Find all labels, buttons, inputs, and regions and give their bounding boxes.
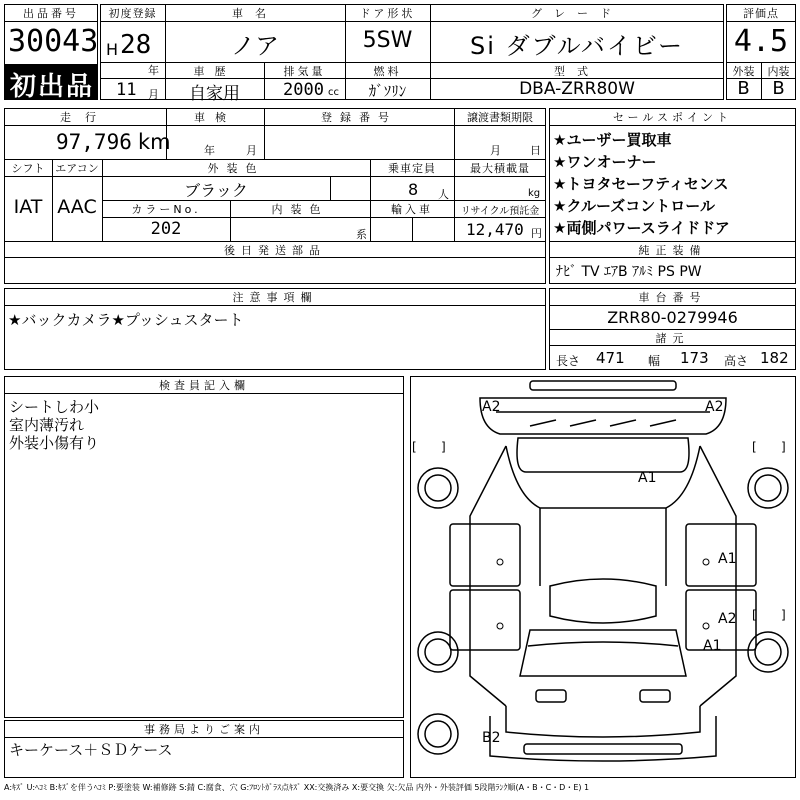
sales-item: ★トヨタセーフティセンス [553, 175, 729, 193]
ext-rating: B [737, 78, 750, 99]
sales-label: セールスポイント [612, 111, 732, 124]
inspection-month-unit: 月 [246, 144, 257, 157]
diagram-bracket: [ [752, 608, 757, 622]
first-listing-badge-text: 初出品 [10, 72, 95, 102]
transfer-month-unit: 月 [490, 144, 501, 157]
notes-label: 注意事項欄 [232, 291, 318, 304]
mileage-label: 走行 [60, 111, 110, 124]
int-color-label: 内装色 [271, 203, 329, 216]
mileage-value: 97,796 [56, 130, 132, 154]
equipment-value: ﾅﾋﾞ TV ｴｱB ｱﾙﾐ PS PW [556, 264, 702, 280]
aircon-value: AAC [57, 196, 97, 218]
door-type: 5SW [362, 28, 413, 53]
damage-mark: A1 [703, 638, 722, 654]
sales-item: ★両側パワースライドドア [553, 219, 730, 237]
max-load-unit: kg [528, 188, 541, 199]
mileage-unit: km [138, 130, 171, 154]
fuel-value: ｶﾞｿﾘﾝ [368, 82, 407, 100]
notes-value: ★バックカメラ★プッシュスタート [8, 311, 244, 329]
damage-mark: A1 [638, 470, 657, 486]
import-label: 輸入車 [391, 203, 433, 216]
grade: Si ダブルバイビー [470, 32, 684, 60]
int-color-unit: 系 [356, 228, 367, 241]
diagram-bracket: ] [781, 608, 786, 622]
car-name: ノア [231, 32, 279, 60]
diagram-bracket: [ [412, 440, 417, 454]
first-reg-label: 初度登録 [108, 7, 157, 20]
car-diagram [410, 376, 796, 778]
ext-rating-label: 外装 [732, 65, 755, 78]
shift-value: IAT [13, 196, 43, 218]
inspector-line: シートしわ小 [9, 398, 100, 416]
first-reg-month-unit: 月 [148, 88, 159, 101]
car-name-label: 車名 [232, 7, 278, 20]
inspection-year-unit: 年 [204, 144, 215, 157]
transfer-doc-label: 譲渡書類期限 [467, 111, 533, 124]
later-parts-label: 後日発送部品 [224, 244, 326, 257]
color-no-label: カラーNo. [131, 203, 201, 216]
aircon-label: エアコン [55, 162, 99, 175]
damage-mark: A2 [482, 399, 501, 415]
chassis-value: ZRR80-0279946 [607, 308, 738, 327]
sales-item: ★クルーズコントロール [553, 197, 715, 215]
chassis-label: 車台番号 [638, 291, 707, 304]
shift-label: シフト [11, 162, 45, 175]
fuel-label: 燃料 [373, 65, 402, 78]
equipment-label: 純正装備 [638, 244, 707, 257]
max-load-label: 最大積載量 [470, 162, 530, 175]
int-rating-label: 内装 [767, 65, 790, 78]
first-reg-year: 28 [120, 30, 152, 60]
capacity-value: 8 [408, 180, 419, 199]
first-reg-era: H [106, 40, 119, 59]
displacement-unit: cc [328, 87, 339, 98]
inspector-label: 検査員記入欄 [159, 379, 249, 392]
lot-number: 30043 [8, 24, 99, 59]
rating-label: 評価点 [743, 7, 779, 20]
lot-label: 出品番号 [23, 7, 79, 20]
recycle-unit: 円 [531, 227, 542, 240]
sales-item: ★ユーザー買取車 [553, 131, 672, 149]
length-label: 長さ [556, 354, 581, 368]
damage-mark: A1 [718, 551, 737, 567]
ext-color-label: 外装色 [207, 162, 265, 175]
damage-mark: A2 [718, 611, 737, 627]
capacity-label: 乗車定員 [388, 162, 436, 175]
office-value: キーケース＋ＳＤケース [9, 741, 173, 759]
first-reg-year-unit: 年 [148, 64, 159, 77]
transfer-day-unit: 日 [530, 144, 541, 157]
rating-score: 4.5 [733, 24, 789, 59]
int-rating: B [772, 78, 785, 99]
door-label: ドア形状 [359, 7, 416, 20]
capacity-unit: 人 [438, 188, 449, 201]
model-label: 型式 [554, 65, 600, 78]
inspection-label: 車検 [194, 111, 236, 124]
recycle-label: リサイクル預託金 [460, 206, 540, 217]
office-label: 事務局よりご案内 [144, 723, 264, 736]
first-reg-month: 11 [116, 80, 137, 100]
width-value: 173 [680, 349, 709, 367]
damage-mark: B2 [482, 730, 501, 746]
height-label: 高さ [724, 354, 749, 368]
diagram-bracket: ] [781, 440, 786, 454]
history-value: 自家用 [189, 84, 240, 104]
damage-mark: A2 [705, 399, 724, 415]
displacement-value: 2000 [283, 80, 324, 100]
model-value: DBA-ZRR80W [519, 79, 635, 99]
inspector-line: 外装小傷有り [9, 434, 100, 452]
length-value: 471 [596, 349, 625, 367]
specs-label: 諸元 [655, 332, 690, 345]
color-no-value: 202 [150, 219, 182, 239]
recycle-value: 12,470 [466, 220, 524, 239]
history-label: 車歴 [193, 65, 236, 78]
legend-text: A:ｷｽﾞ U:ﾍｺﾐ B:ｷｽﾞを伴うﾍｺﾐ P:要塗装 W:補修跡 S:錆 C:腐食、穴 G:ﾌﾛﾝﾄｶﾞﾗｽ点ｷｽﾞ XX:交換済み X:要交換 欠:欠品 内外・外装評価 5段階ﾗﾝｸ順(A・B・C・D・E) 1 [4, 783, 590, 792]
sales-item: ★ワンオーナー [553, 153, 657, 171]
diagram-bracket: ] [441, 440, 446, 454]
ext-color-value: ブラック [184, 181, 248, 200]
reg-number-label: 登録番号 [321, 111, 397, 124]
width-label: 幅 [648, 354, 661, 368]
grade-label: グレード [531, 7, 623, 20]
diagram-bracket: [ [752, 440, 757, 454]
inspector-line: 室内薄汚れ [9, 416, 85, 434]
displacement-label: 排気量 [283, 65, 326, 78]
height-value: 182 [760, 349, 789, 367]
